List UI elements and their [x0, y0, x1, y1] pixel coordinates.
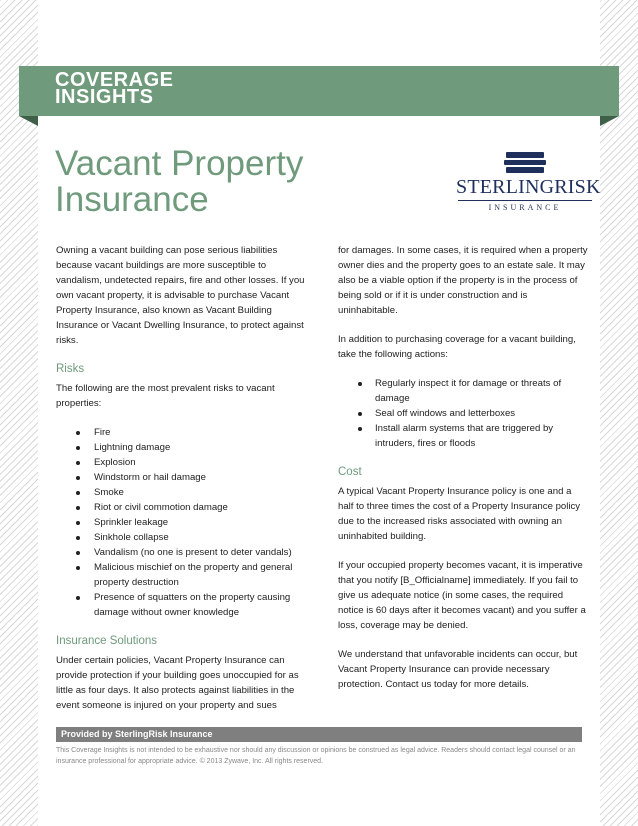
- banner-title: [55, 69, 174, 108]
- document-title-line2: Insurance: [55, 180, 209, 219]
- intro-paragraph: Owning a vacant building can pose serious liabilities because vacant buildings are more susceptible to vandalism, undetected repairs, fire and other losses. If you own vacant property, it is advisable to purchase Vacant Property Insurance, also known as Vacant Building Insurance or Vacant Dwelling Insurance, to protect against risks.: [56, 245, 305, 346]
- risk-item: Windstorm or hail damage: [56, 470, 312, 485]
- cost-paragraph-1: A typical Vacant Property Insurance policy is one and a half to three times the cost of a Property Insurance policy due to the increased risks associated with owning an uninhabited building.: [338, 486, 581, 542]
- document-title-line1: Vacant Property: [55, 144, 304, 183]
- risk-item: Sprinkler leakage: [56, 515, 312, 530]
- document-title: [55, 146, 355, 218]
- risk-item: Explosion: [56, 455, 312, 470]
- risk-item: Smoke: [56, 485, 312, 500]
- risk-item: Sinkhole collapse: [56, 530, 312, 545]
- sterlingrisk-s-mark-icon: [500, 152, 550, 174]
- actions-intro: In addition to purchasing coverage for a vacant building, take the following actions:: [338, 334, 576, 360]
- banner-title-line2: INSIGHTS: [55, 86, 154, 108]
- banner-fold-left: [19, 116, 38, 126]
- risk-item: Malicious mischief on the property and general property destruction: [56, 560, 312, 590]
- continued-paragraph: for damages. In some cases, it is required when a property owner dies and the property goes to an estate sale. It may also be a viable option if the property is in the process of being sold or if it is under construction and is uninhabitable.: [338, 245, 588, 316]
- logo-company-name: STERLINGRISK: [456, 176, 601, 198]
- risks-heading: Risks: [56, 363, 85, 375]
- left-column: [56, 243, 312, 727]
- actions-list: [338, 376, 588, 451]
- provided-by-bar: [56, 727, 582, 742]
- risks-intro: The following are the most prevalent risks to vacant properties:: [56, 383, 275, 409]
- risk-item: Lightning damage: [56, 440, 312, 455]
- insurance-solutions-paragraph: Under certain policies, Vacant Property Insurance can provide protection if your building goes unoccupied for as little as four days. It also protects against liabilities in the event someone is injured on your property and sues: [56, 655, 299, 711]
- insurance-solutions-heading: Insurance Solutions: [56, 635, 158, 647]
- risk-item: Fire: [56, 425, 312, 440]
- action-item: Regularly inspect it for damage or threats of damage: [338, 376, 588, 406]
- banner-fold-right: [600, 116, 619, 126]
- company-logo: [456, 152, 601, 214]
- cost-paragraph-2: If your occupied property becomes vacant, it is imperative that you notify [B_Officialname] immediately. If you fail to give us adequate notice (in some cases, the required notice is 60 days after it becomes vacant) and you suffer a loss, coverage may be denied.: [338, 560, 586, 631]
- banner-title-line1: COVERAGE: [55, 69, 174, 91]
- action-item: Install alarm systems that are triggered by intruders, fires or floods: [338, 421, 588, 451]
- logo-subtitle: INSURANCE: [488, 203, 562, 212]
- risk-item: Vandalism (no one is present to deter vandals): [56, 545, 312, 560]
- cost-paragraph-3: We understand that unfavorable incidents can occur, but Vacant Property Insurance can provide necessary protection. Contact us today for more details.: [338, 649, 578, 690]
- risks-list: [56, 425, 312, 620]
- risk-item: Presence of squatters on the property causing damage without owner knowledge: [56, 590, 312, 620]
- provided-by-text: Provided by SterlingRisk Insurance: [61, 729, 213, 739]
- risk-item: Riot or civil commotion damage: [56, 500, 312, 515]
- right-column: [338, 243, 588, 706]
- action-item: Seal off windows and letterboxes: [338, 406, 588, 421]
- logo-divider: [458, 200, 592, 201]
- disclaimer-text: This Coverage Insights is not intended to be exhaustive nor should any discussion or opinions be construed as legal advice. Readers should contact legal counsel or an insurance professional for appropriate advice. © 2013 Zywave, Inc. All rights reserved.: [56, 747, 576, 765]
- cost-heading: Cost: [338, 466, 362, 478]
